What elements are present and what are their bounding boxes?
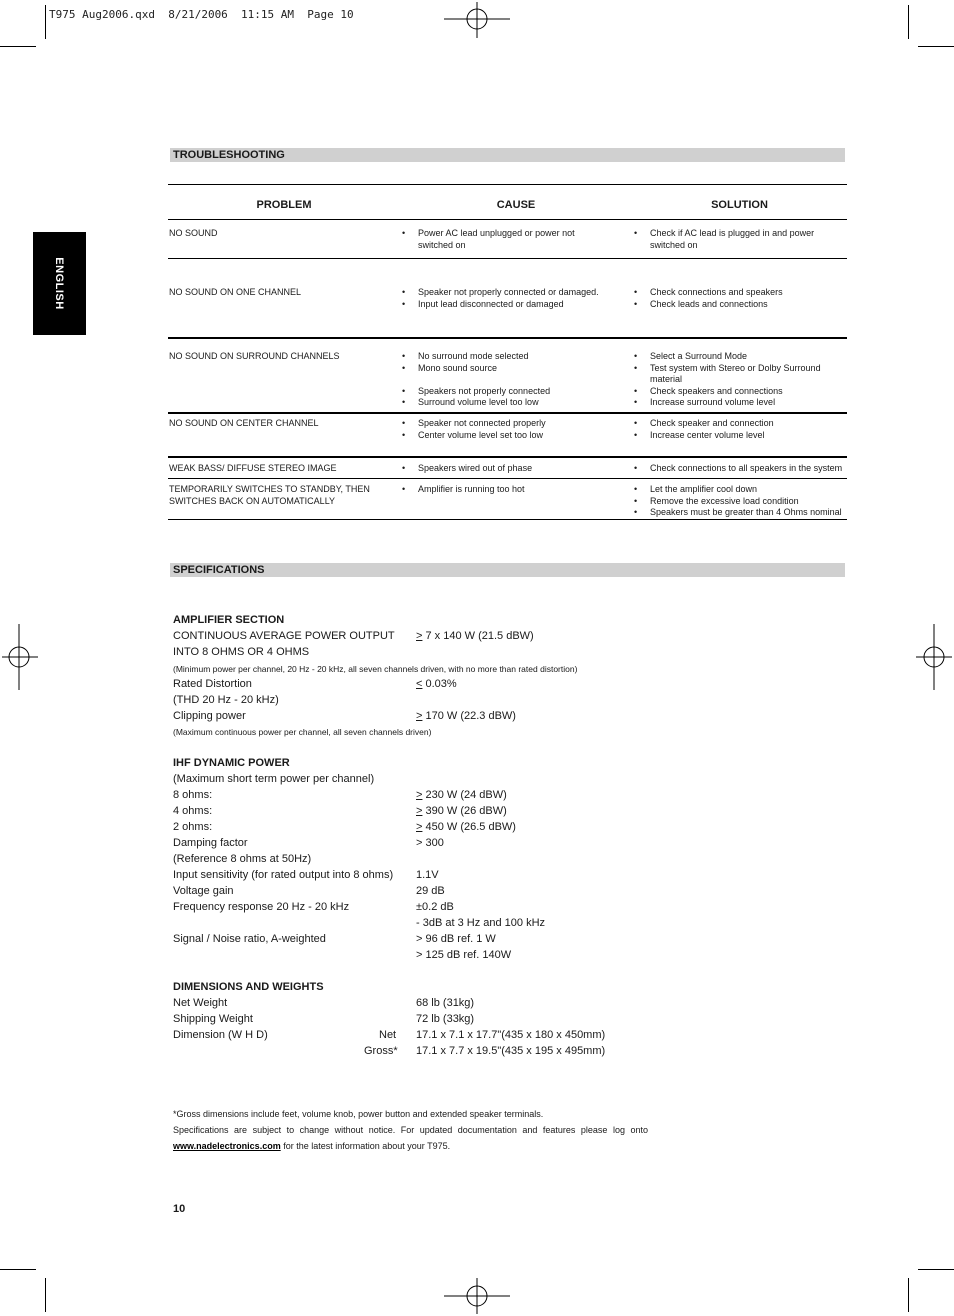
troubleshooting-table bbox=[168, 184, 847, 520]
solution-cell bbox=[632, 338, 847, 413]
solution-cell bbox=[632, 220, 847, 259]
list-item: • Speaker not connected properly bbox=[401, 418, 632, 430]
crop-mark bbox=[0, 46, 36, 47]
spec-value: > 300 bbox=[416, 837, 444, 849]
troubleshooting-title: TROUBLESHOOTING bbox=[170, 148, 845, 162]
spec-label: Shipping Weight bbox=[173, 1013, 253, 1025]
spec-value: 72 lb (33kg) bbox=[416, 1013, 475, 1025]
table-row bbox=[168, 220, 847, 259]
header-problem: PROBLEM bbox=[168, 185, 400, 220]
spec-label: Voltage gain bbox=[173, 885, 234, 897]
file-slug: T975 Aug2006.qxd 8/21/2006 11:15 AM Page 10 bbox=[49, 8, 354, 21]
list-item: • Surround volume level too low bbox=[401, 397, 632, 409]
website-link[interactable]: www.nadelectronics.com bbox=[173, 1141, 281, 1151]
table-row bbox=[168, 413, 847, 457]
solution-cell bbox=[632, 413, 847, 457]
spec-value: > 230 W (24 dBW) bbox=[416, 789, 507, 801]
list-item: • Select a Surround Mode bbox=[633, 351, 847, 363]
spec-label: INTO 8 OHMS OR 4 OHMS bbox=[173, 646, 310, 658]
ihf-heading: IHF DYNAMIC POWER bbox=[173, 757, 290, 769]
list-item: • Speakers must be greater than 4 Ohms nominal bbox=[633, 507, 847, 519]
spec-label: Input sensitivity (for rated output into 8 ohms) bbox=[173, 869, 394, 881]
list-item: • Check speakers and connections bbox=[633, 386, 847, 398]
spec-value: > 170 W (22.3 dBW) bbox=[416, 710, 516, 722]
solution-cell bbox=[632, 457, 847, 479]
spec-value: > 390 W (26 dBW) bbox=[416, 805, 507, 817]
spec-value: < 0.03% bbox=[416, 678, 457, 690]
table-row bbox=[168, 457, 847, 479]
problem-cell: WEAK BASS/ DIFFUSE STEREO IMAGE bbox=[168, 457, 400, 479]
crop-mark bbox=[908, 1278, 909, 1312]
table-row bbox=[168, 479, 847, 520]
spec-sublabel: Gross* bbox=[364, 1045, 398, 1057]
list-item: • Speakers wired out of phase bbox=[401, 463, 632, 475]
spec-note: (Reference 8 ohms at 50Hz) bbox=[173, 853, 312, 865]
spec-value: 29 dB bbox=[416, 885, 445, 897]
change-footnote: Specifications are subject to change without notice. For updated documentation and features please log onto bbox=[173, 1125, 648, 1135]
spec-value: > 7 x 140 W (21.5 dBW) bbox=[416, 630, 534, 642]
spec-label: Signal / Noise ratio, A-weighted bbox=[173, 933, 326, 945]
cause-cell bbox=[400, 259, 632, 339]
list-item: • Increase surround volume level bbox=[633, 397, 847, 409]
spec-label: Frequency response 20 Hz - 20 kHz bbox=[173, 901, 350, 913]
registration-mark-icon bbox=[916, 624, 952, 690]
spec-value: > 125 dB ref. 140W bbox=[416, 949, 512, 961]
list-item: • Speaker not properly connected or damaged. bbox=[401, 287, 632, 299]
spec-sublabel: Net bbox=[379, 1029, 397, 1041]
amplifier-heading: AMPLIFIER SECTION bbox=[173, 614, 285, 626]
spec-label: Clipping power bbox=[173, 710, 246, 722]
crop-mark bbox=[45, 5, 46, 39]
crop-mark bbox=[918, 1269, 954, 1270]
problem-cell: TEMPORARILY SWITCHES TO STANDBY, THEN SWITCHES BACK ON AUTOMATICALLY bbox=[168, 479, 400, 520]
cause-cell bbox=[400, 413, 632, 457]
spec-value: 68 lb (31kg) bbox=[416, 997, 475, 1009]
list-item: • Let the amplifier cool down bbox=[633, 484, 847, 496]
cause-cell bbox=[400, 457, 632, 479]
list-item: • Check connections and speakers bbox=[633, 287, 847, 299]
list-item: • No surround mode selected bbox=[401, 351, 632, 363]
header-cause: CAUSE bbox=[400, 185, 632, 220]
spec-note: (THD 20 Hz - 20 kHz) bbox=[173, 694, 279, 706]
list-item: • Check connections to all speakers in the system bbox=[633, 463, 847, 475]
language-tab bbox=[33, 232, 86, 335]
spec-value: 17.1 x 7.1 x 17.7"(435 x 180 x 450mm) bbox=[416, 1029, 606, 1041]
spec-note: (Maximum continuous power per channel, all seven channels driven) bbox=[173, 727, 432, 737]
spec-label: Rated Distortion bbox=[173, 678, 252, 690]
spec-value: 17.1 x 7.7 x 19.5"(435 x 195 x 495mm) bbox=[416, 1045, 606, 1057]
website-footnote: www.nadelectronics.com for the latest information about your T975. bbox=[173, 1141, 451, 1151]
spec-label: Damping factor bbox=[173, 837, 248, 849]
list-item: • Speakers not properly connected bbox=[401, 386, 632, 398]
specifications-title: SPECIFICATIONS bbox=[170, 563, 845, 577]
solution-cell bbox=[632, 479, 847, 520]
spec-note: (Minimum power per channel, 20 Hz - 20 kHz, all seven channels driven, with no more than rated distortion) bbox=[173, 664, 578, 674]
problem-cell: NO SOUND ON SURROUND CHANNELS bbox=[168, 338, 400, 413]
crop-mark bbox=[45, 1278, 46, 1312]
spec-label: Net Weight bbox=[173, 997, 228, 1009]
cause-cell bbox=[400, 220, 632, 259]
registration-mark-icon bbox=[2, 624, 38, 690]
spec-label: Dimension (W H D) bbox=[173, 1029, 268, 1041]
language-tab-label: ENGLISH bbox=[53, 257, 66, 310]
header-solution: SOLUTION bbox=[632, 185, 847, 220]
cause-cell bbox=[400, 338, 632, 413]
list-item: • Check if AC lead is plugged in and power switched on bbox=[633, 228, 847, 251]
page-number: 10 bbox=[173, 1203, 186, 1215]
table-row bbox=[168, 259, 847, 339]
problem-cell: NO SOUND ON ONE CHANNEL bbox=[168, 259, 400, 339]
crop-mark bbox=[0, 1269, 36, 1270]
cause-cell bbox=[400, 479, 632, 520]
spec-value: ±0.2 dB bbox=[416, 901, 454, 913]
list-item: • Increase center volume level bbox=[633, 430, 847, 442]
list-item: • Test system with Stereo or Dolby Surround material bbox=[633, 363, 847, 386]
solution-cell bbox=[632, 259, 847, 339]
list-item: • Power AC lead unplugged or power not switched on bbox=[401, 228, 632, 251]
gross-footnote: *Gross dimensions include feet, volume knob, power button and extended speaker terminals. bbox=[173, 1109, 544, 1119]
spec-label: 8 ohms: bbox=[173, 789, 213, 801]
dimensions-heading: DIMENSIONS AND WEIGHTS bbox=[173, 981, 324, 993]
registration-mark-icon bbox=[444, 2, 510, 38]
spec-label: 2 ohms: bbox=[173, 821, 213, 833]
table-header-row bbox=[168, 185, 847, 220]
list-item: • Remove the excessive load condition bbox=[633, 496, 847, 508]
spec-label: 4 ohms: bbox=[173, 805, 213, 817]
list-item: • Check leads and connections bbox=[633, 299, 847, 311]
spec-value: > 450 W (26.5 dBW) bbox=[416, 821, 516, 833]
table-row bbox=[168, 338, 847, 413]
spec-label: CONTINUOUS AVERAGE POWER OUTPUT bbox=[173, 630, 395, 642]
list-item: • Center volume level set too low bbox=[401, 430, 632, 442]
list-item: • Amplifier is running too hot bbox=[401, 484, 632, 496]
problem-cell: NO SOUND bbox=[168, 220, 400, 259]
spec-value: > 96 dB ref. 1 W bbox=[416, 933, 496, 945]
list-item: • Mono sound source bbox=[401, 363, 632, 375]
crop-mark bbox=[908, 5, 909, 39]
problem-cell: NO SOUND ON CENTER CHANNEL bbox=[168, 413, 400, 457]
list-item: • Input lead disconnected or damaged bbox=[401, 299, 632, 311]
spec-value: - 3dB at 3 Hz and 100 kHz bbox=[416, 917, 546, 929]
list-item: • Check speaker and connection bbox=[633, 418, 847, 430]
spec-note: (Maximum short term power per channel) bbox=[173, 773, 375, 785]
registration-mark-icon bbox=[444, 1278, 510, 1314]
spec-value: 1.1V bbox=[416, 869, 439, 881]
crop-mark bbox=[918, 46, 954, 47]
